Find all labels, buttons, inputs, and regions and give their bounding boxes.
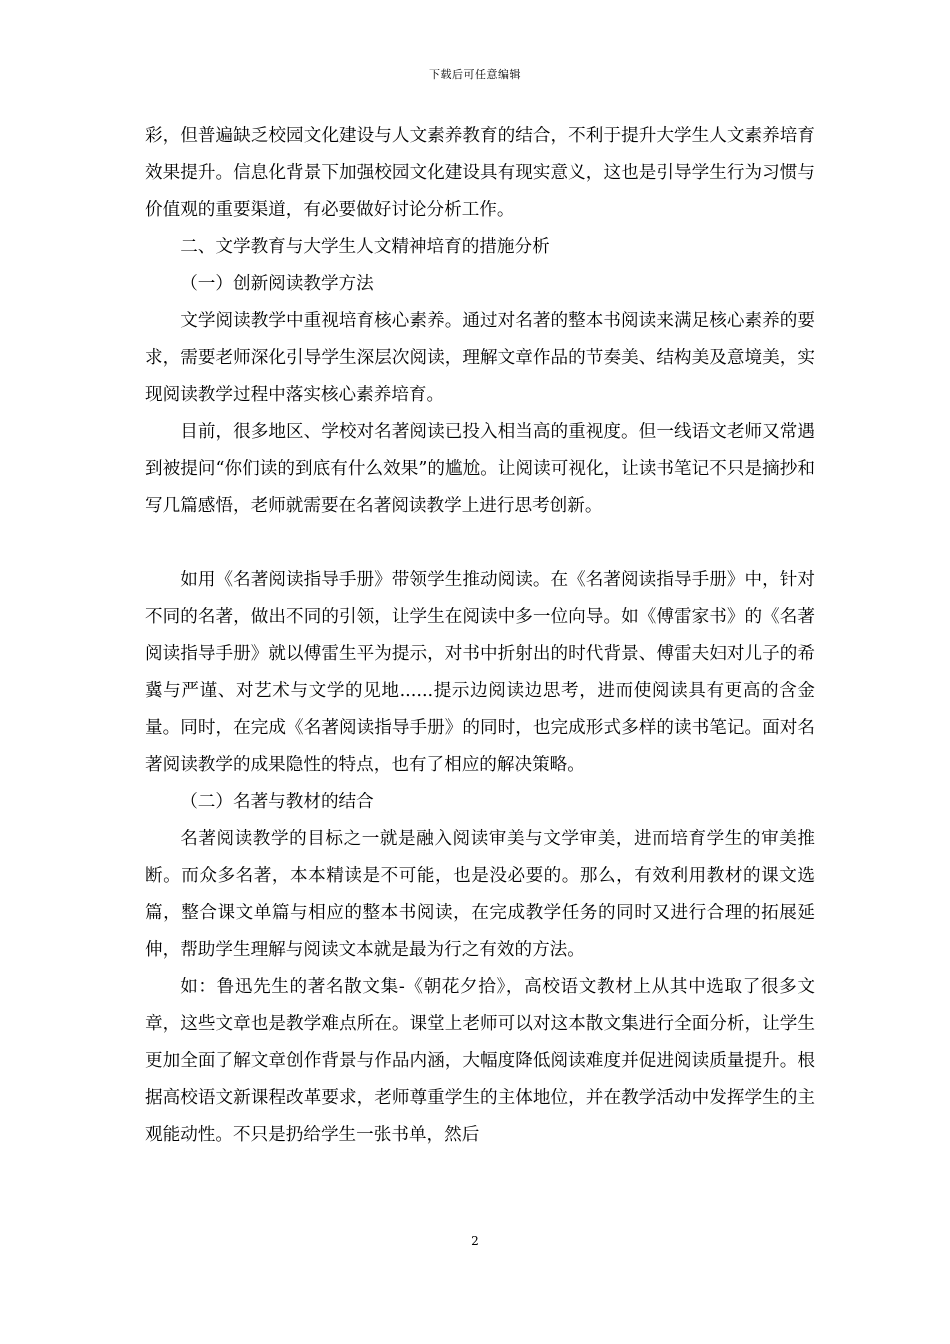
page-number: 2 (471, 1234, 479, 1248)
paragraph: 文学阅读教学中重视培育核心素养。通过对名著的整本书阅读来满足核心素养的要求，需要老师深化引导学生深层次阅读，理解文章作品的节奏美、结构美及意境美，实现阅读教学过程中落实核心素养培育。 (145, 311, 815, 405)
document-body (145, 118, 815, 1154)
page-header: 下载后可任意编辑 (429, 68, 521, 81)
subsection-heading: （二）名著与教材的结合 (180, 792, 374, 812)
paragraph-continuation: 彩，但普遍缺乏校园文化建设与人文素养教育的结合，不利于提升大学生人文素养培育效果提升。信息化背景下加强校园文化建设具有现实意义，这也是引导学生行为习惯与价值观的重要渠道，有必要做好讨论分析工作。 (145, 126, 815, 220)
paragraph: 如：鲁迅先生的著名散文集-《朝花夕拾》，高校语文教材上从其中选取了很多文章，这些文章也是教学难点所在。课堂上老师可以对这本散文集进行全面分析，让学生更加全面了解文章创作背景与作品内涵，大幅度降低阅读难度并促进阅读质量提升。根据高校语文新课程改革要求，老师尊重学生的主体地位，并在教学活动中发挥学生的主观能动性。不只是扔给学生一张书单，然后 (145, 977, 815, 1145)
paragraph: 目前，很多地区、学校对名著阅读已投入相当高的重视度。但一线语文老师又常遇到被提问“你们读的到底有什么效果”的尴尬。让阅读可视化，让读书笔记不只是摘抄和写几篇感悟，老师就需要在名著阅读教学上进行思考创新。 (145, 422, 815, 516)
subsection-heading: （一）创新阅读教学方法 (180, 274, 374, 294)
paragraph: 如用《名著阅读指导手册》带领学生推动阅读。在《名著阅读指导手册》中，针对不同的名著，做出不同的引领，让学生在阅读中多一位向导。如《傅雷家书》的《名著阅读指导手册》就以傅雷生平为提示，对书中折射出的时代背景、傅雷夫妇对儿子的希冀与严谨、对艺术与文学的见地......提示边阅读边思考，进而使阅读具有更高的含金量。同时，在完成《名著阅读指导手册》的同时，也完成形式多样的读书笔记。面对名著阅读教学的成果隐性的特点，也有了相应的解决策略。 (145, 570, 815, 775)
paragraph: 名著阅读教学的目标之一就是融入阅读审美与文学审美，进而培育学生的审美推断。而众多名著，本本精读是不可能，也是没必要的。那么，有效利用教材的课文选篇，整合课文单篇与相应的整本书阅读，在完成教学任务的同时又进行合理的拓展延伸，帮助学生理解与阅读文本就是最为行之有效的方法。 (145, 829, 815, 960)
section-heading: 二、文学教育与大学生人文精神培育的措施分析 (180, 237, 550, 257)
